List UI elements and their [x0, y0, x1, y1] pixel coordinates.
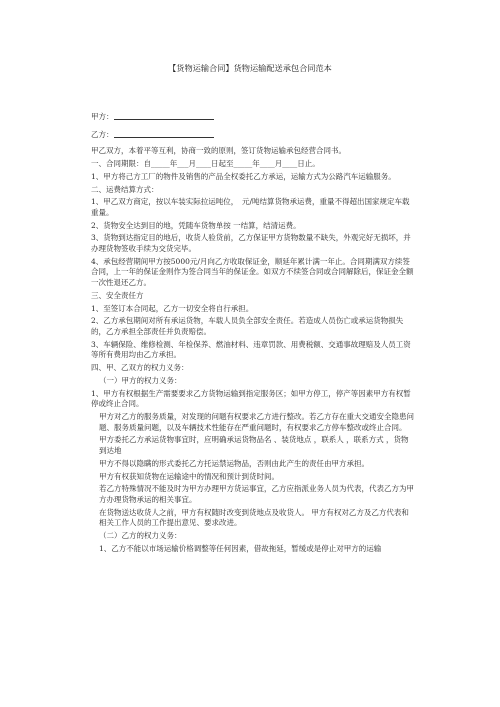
contract-paragraph: 甲方对乙方的服务质量，对发现的问题有权要求乙方进行整改。若乙方存在重大交通安全隐患问题、服务质量问题，以及车辆技术性能存在严重问题时，有权要求乙方停车整改或终止合同。 — [99, 412, 414, 432]
contract-paragraph: 三、安全责任方 — [91, 290, 144, 300]
party-b-label: 乙方： — [91, 129, 114, 139]
contract-paragraphs — [91, 146, 415, 554]
contract-paragraph: 二、运费结算方式： — [91, 184, 159, 194]
contract-paragraph: 1、至签订本合同起，乙方一切安全将自行承担。 — [91, 303, 254, 313]
contract-paragraph: 4、承包经营期间甲方按5000元/月向乙方收取保证金，顺延年累计满一年止。合同期满双方续签合同，上一年的保证金则作为签合同当年的保证金。如双方不续签合同或合同解除后，保证金全额一次性退还乙方。 — [91, 256, 414, 288]
contract-paragraph: 3、车辆保险、维修检测、年检保养、燃油材料、违章罚款、用费税额、交通事故理赔及人员工资等所有费用均由乙方承担。 — [91, 339, 411, 360]
contract-paragraph: 3、货物到达指定目的地后，收货人验货前，乙方保证甲方货物数量不缺失，外观完好无损坏，并办理货物签收手续为交货完毕。 — [91, 233, 411, 254]
contract-paragraph: （一）甲方的权力义务： — [99, 375, 182, 385]
contract-paragraph: 若乙方特殊情况不能及时为甲方办理甲方货运事宜，乙方应指派业务人员为代表，代表乙方为甲方办理货物承运的相关事宜。 — [99, 484, 414, 504]
contract-paragraph: （二）乙方的权力义务： — [99, 531, 182, 541]
party-a-line — [91, 111, 415, 123]
contract-paragraph: 2、货物安全达到目的地，凭随车货物单按 一结算，结清运费。 — [91, 220, 301, 230]
contract-paragraph: 甲方委托乙方承运货物事宜时，应明确承运货物品名 、装货地点 ，联系人 ，联系方式 ，货物到达地 — [99, 435, 409, 456]
contract-paragraph: 甲方不得以隐瞒的形式委托乙方托运禁运物品，否则由此产生的责任由甲方承担。 — [99, 458, 369, 468]
contract-paragraph: 2、乙方承包期间对所有承运货物，车载人员负全部安全责任。若造成人员伤亡或承运货物损失的，乙方承担全部责任并负责赔偿。 — [91, 316, 404, 336]
party-a-blank — [114, 111, 214, 120]
contract-paragraph: 一、合同期限：自_____年___月____日起至_____年____月____日止。 — [91, 158, 320, 168]
contract-paragraph: 1、乙方不能以市场运输价格调整等任何因素，借故拖延，暂缓或是停止对甲方的运输 — [99, 543, 382, 553]
contract-paragraph: 1、甲方有权根据生产需要要求乙方货物运输到指定服务区；如甲方停工，停产等因素甲方有权暂停或终止合同。 — [91, 388, 411, 409]
contract-paragraph: 在货物送达收货人之前，甲方有权随时改变到货地点及收货人。 甲方有权对乙方及乙方代表和相关工作人员的工作提出意见、要求改进。 — [99, 507, 409, 528]
party-b-line — [91, 129, 415, 141]
document-title: 【货物运输合同】货物运输配送承包合同范本 — [168, 63, 332, 73]
party-b-blank — [114, 129, 214, 138]
contract-paragraph: 四、甲、乙双方的权力义务： — [91, 363, 189, 373]
document-body — [91, 111, 415, 557]
contract-paragraph: 1、甲乙双方商定，按以车装实际拉运吨位， 元/吨结算货物承运费，重量不得超出国家规定车载重量。 — [91, 197, 410, 217]
party-a-label: 甲方： — [91, 112, 114, 121]
contract-paragraph: 1、甲方将己方工厂的物件及销售的产品全权委托乙方承运，运输方式为公路汽车运输服务。 — [91, 171, 396, 181]
contract-paragraph: 甲乙双方，本着平等互利，协商一致的原则，签订货物运输承包经营合同书。 — [91, 146, 346, 156]
contract-paragraph: 甲方有权获知货物在运输途中的情况和预计到货时间。 — [99, 471, 279, 481]
